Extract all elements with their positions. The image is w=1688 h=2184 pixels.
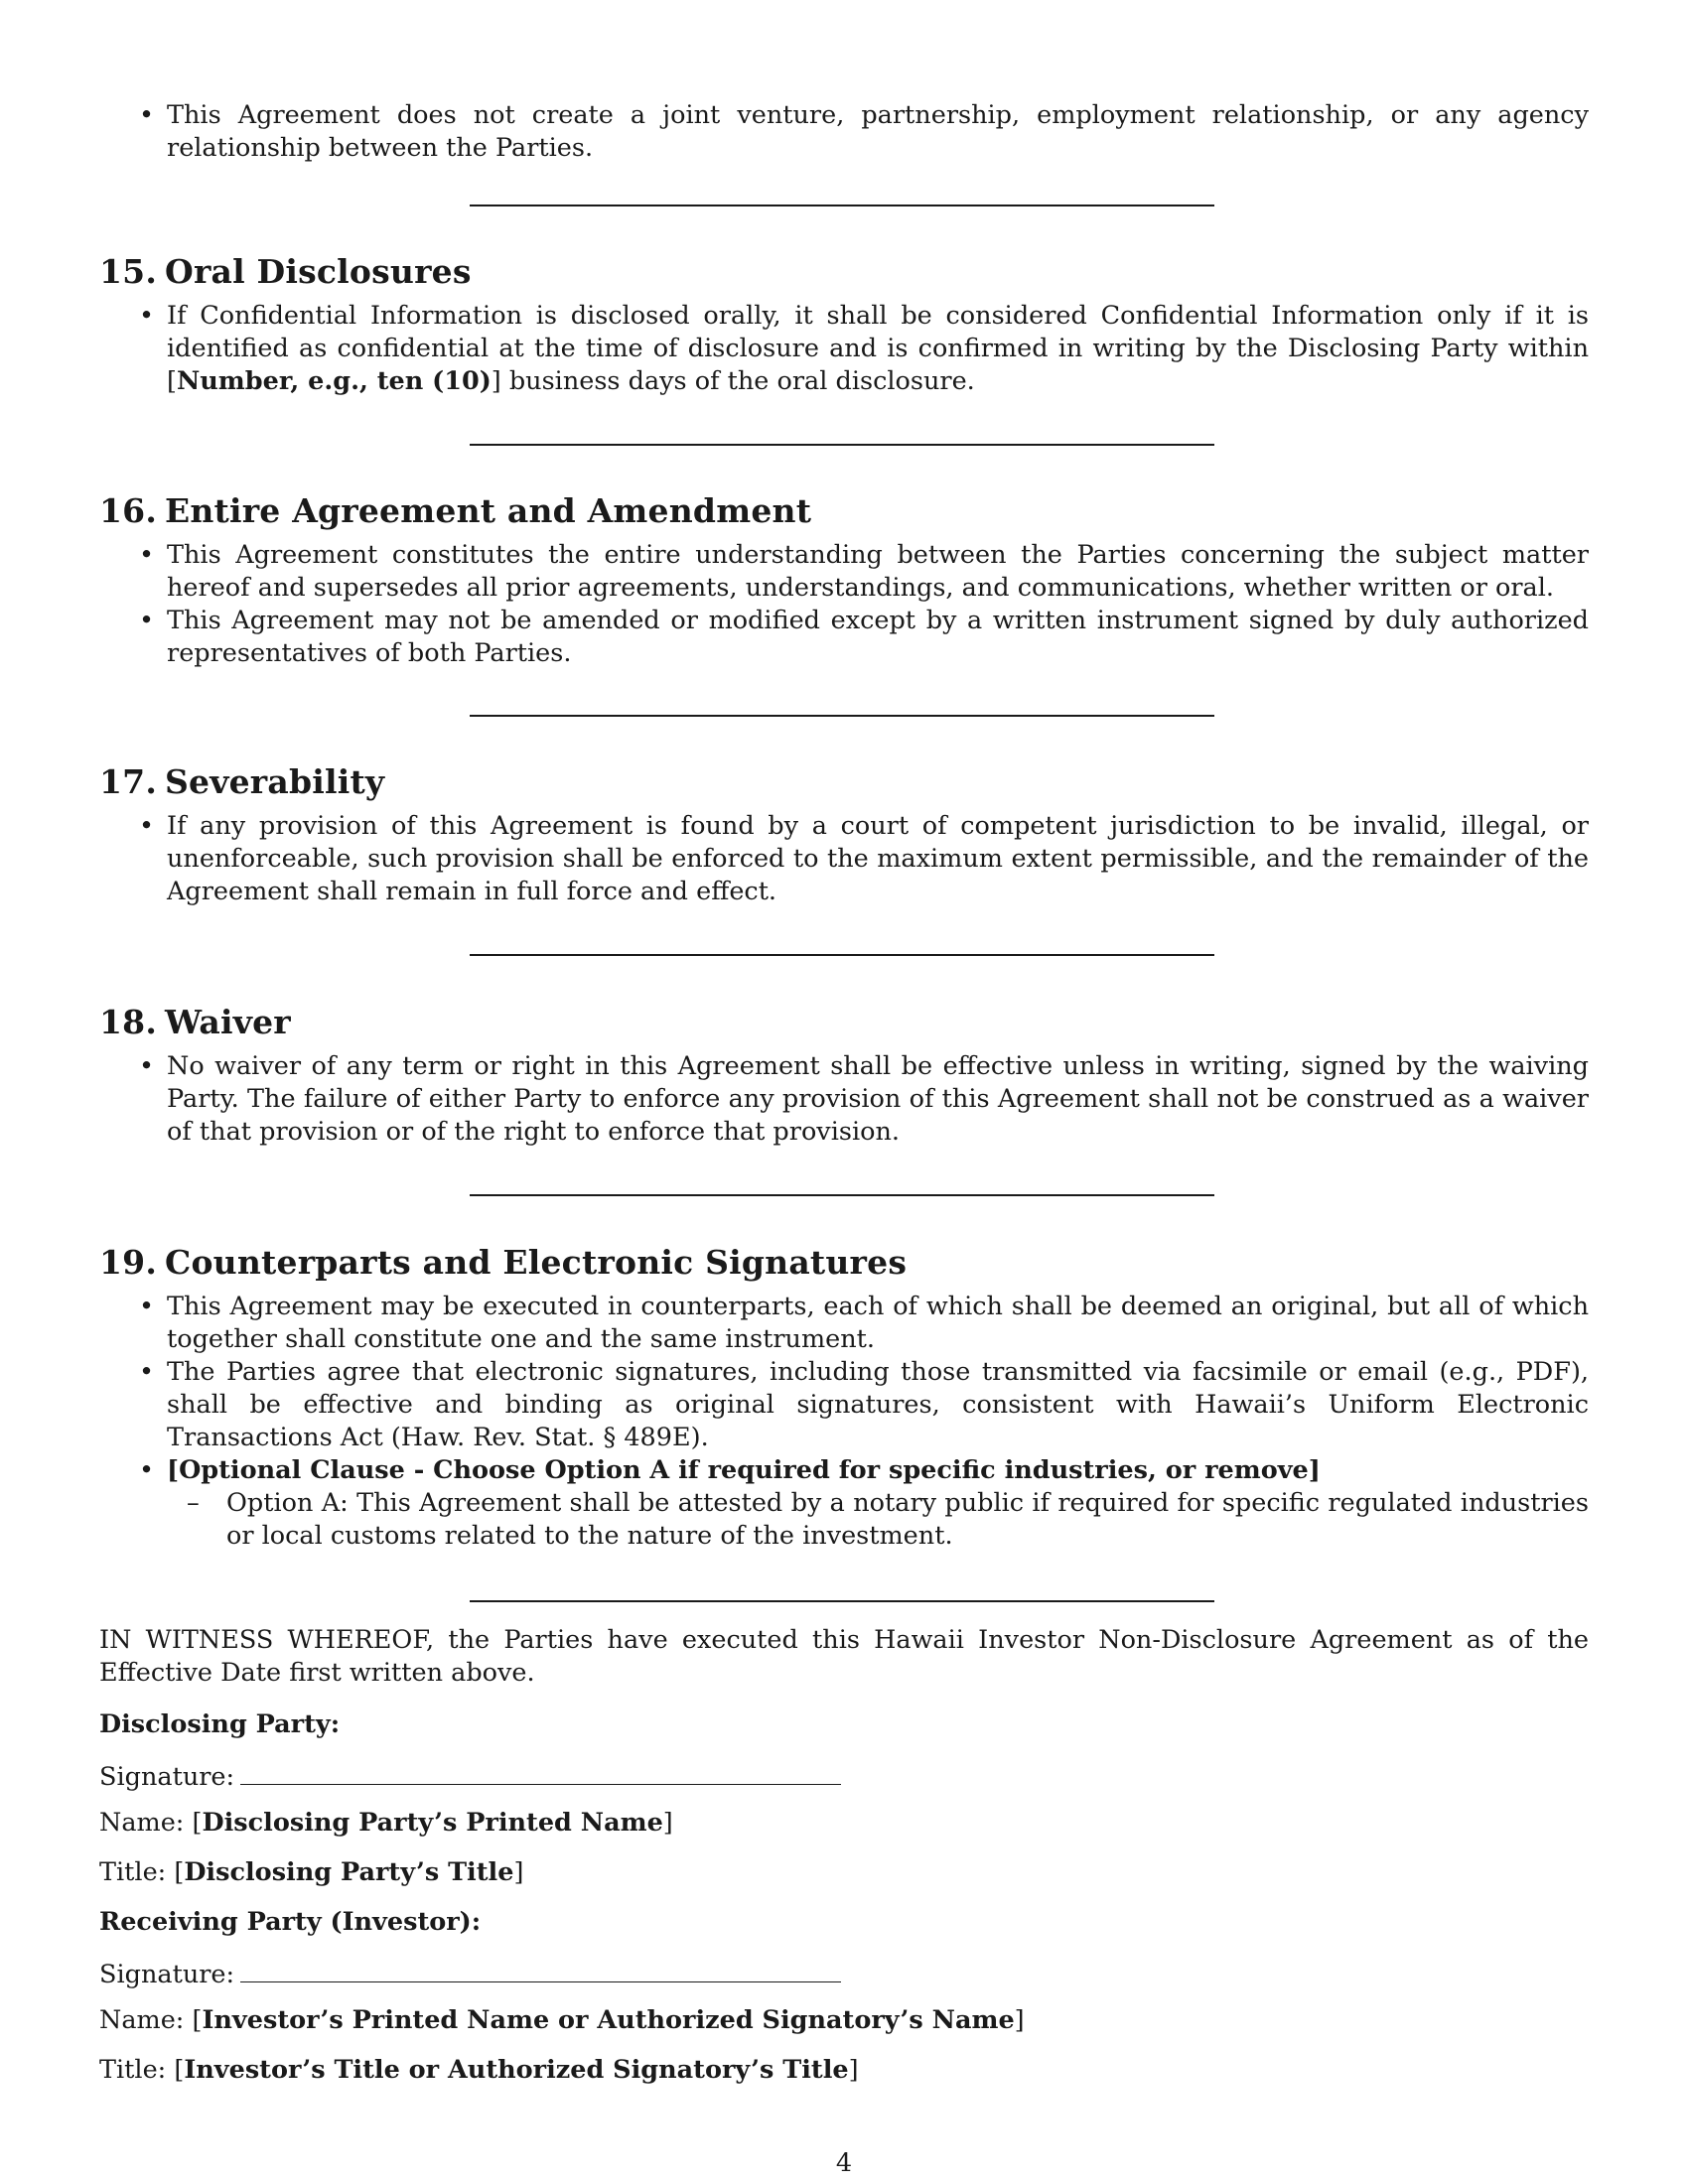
section-heading: 18. Waiver bbox=[99, 1003, 291, 1041]
witness-clause: IN WITNESS WHEREOF, the Parties have executed this Hawaii Investor Non-Disclosure Agreement as of the Effective Date first written above. bbox=[99, 1625, 1589, 1688]
disclosing-title-placeholder: Disclosing Party’s Title bbox=[184, 1857, 514, 1887]
list-item: • This Agreement does not create a joint venture, partnership, employment relationship, or any agency relationship between the Parties. bbox=[99, 99, 1589, 165]
section-divider bbox=[470, 1194, 1214, 1196]
section-divider bbox=[470, 444, 1214, 446]
list-item: • [Optional Clause - Choose Option A if required for specific industries, or remove] – Option A: This Agreement shall be attested by a notary public if required for specific regulated industries or local customs related to the nature of the investment. bbox=[99, 1454, 1589, 1553]
receiving-name-row: Name: [Investor’s Printed Name or Authorized Signatory’s Name] bbox=[99, 2005, 1025, 2035]
list-item: • This Agreement may not be amended or modified except by a written instrument signed by duly authorized representatives of both Parties. bbox=[99, 605, 1589, 670]
placeholder-field: Number, e.g., ten (10) bbox=[176, 366, 492, 396]
section-17 bbox=[99, 762, 1589, 908]
disclosing-signature-line[interactable] bbox=[240, 1758, 841, 1785]
receiving-signature-row: Signature: bbox=[99, 1956, 841, 1991]
section-divider bbox=[470, 715, 1214, 717]
receiving-title-row: Title: [Investor’s Title or Authorized Signatory’s Title] bbox=[99, 2055, 859, 2085]
disclosing-party-heading: Disclosing Party: bbox=[99, 1709, 341, 1739]
optional-clause-placeholder: Optional Clause - Choose Option A if required for specific industries, or remove bbox=[179, 1455, 1309, 1485]
section-14-continuation bbox=[99, 99, 1589, 165]
list-item: – Option A: This Agreement shall be attested by a notary public if required for specific regulated industries or local customs related to the nature of the investment. bbox=[167, 1487, 1589, 1553]
list-item: • If Confidential Information is disclosed orally, it shall be considered Confidential Information only if it is identified as confidential at the time of disclosure and is confirmed in writing by the Disclosing Party within [Number, e.g., ten (10)] business days of the oral disclosure. bbox=[99, 300, 1589, 398]
list-item: • No waiver of any term or right in this Agreement shall be effective unless in writing, signed by the waiving Party. The failure of either Party to enforce any provision of this Agreement shall not be construed as a waiver of that provision or of the right to enforce that provision. bbox=[99, 1050, 1589, 1149]
disclosing-signature-row: Signature: bbox=[99, 1758, 841, 1794]
receiving-title-placeholder: Investor’s Title or Authorized Signatory’s Title bbox=[184, 2055, 849, 2085]
list-item: • This Agreement may be executed in counterparts, each of which shall be deemed an original, but all of which together shall constitute one and the same instrument. bbox=[99, 1291, 1589, 1356]
disclosing-name-placeholder: Disclosing Party’s Printed Name bbox=[202, 1808, 663, 1838]
section-15 bbox=[99, 252, 1589, 398]
disclosing-title-row: Title: [Disclosing Party’s Title] bbox=[99, 1857, 524, 1887]
section-divider bbox=[470, 954, 1214, 956]
receiving-name-placeholder: Investor’s Printed Name or Authorized Signatory’s Name bbox=[202, 2005, 1015, 2035]
list-item: • If any provision of this Agreement is found by a court of competent jurisdiction to be invalid, illegal, or unenforceable, such provision shall be enforced to the maximum extent permissible, and the remainder of the Agreement shall remain in full force and effect. bbox=[99, 810, 1589, 908]
section-heading: 19. Counterparts and Electronic Signatures bbox=[99, 1243, 908, 1282]
receiving-party-heading: Receiving Party (Investor): bbox=[99, 1907, 482, 1937]
receiving-signature-line[interactable] bbox=[240, 1956, 841, 1982]
section-16 bbox=[99, 491, 1589, 670]
section-heading: 17. Severability bbox=[99, 762, 385, 801]
section-divider bbox=[470, 1600, 1214, 1602]
section-18 bbox=[99, 1003, 1589, 1149]
disclosing-name-row: Name: [Disclosing Party’s Printed Name] bbox=[99, 1808, 673, 1838]
section-19 bbox=[99, 1243, 1589, 1553]
list-item: • The Parties agree that electronic signatures, including those transmitted via facsimile or email (e.g., PDF), shall be effective and binding as original signatures, consistent with Hawaii’s Uniform Electronic Transactions Act (Haw. Rev. Stat. § 489E). bbox=[99, 1356, 1589, 1454]
section-divider bbox=[470, 205, 1214, 206]
document-page bbox=[99, 0, 1589, 2184]
list-item: • This Agreement constitutes the entire understanding between the Parties concerning the subject matter hereof and supersedes all prior agreements, understandings, and communications, whether written or oral. bbox=[99, 539, 1589, 605]
section-heading: 16. Entire Agreement and Amendment bbox=[99, 491, 812, 530]
page-number: 4 bbox=[835, 2148, 853, 2178]
section-heading: 15. Oral Disclosures bbox=[99, 252, 472, 291]
